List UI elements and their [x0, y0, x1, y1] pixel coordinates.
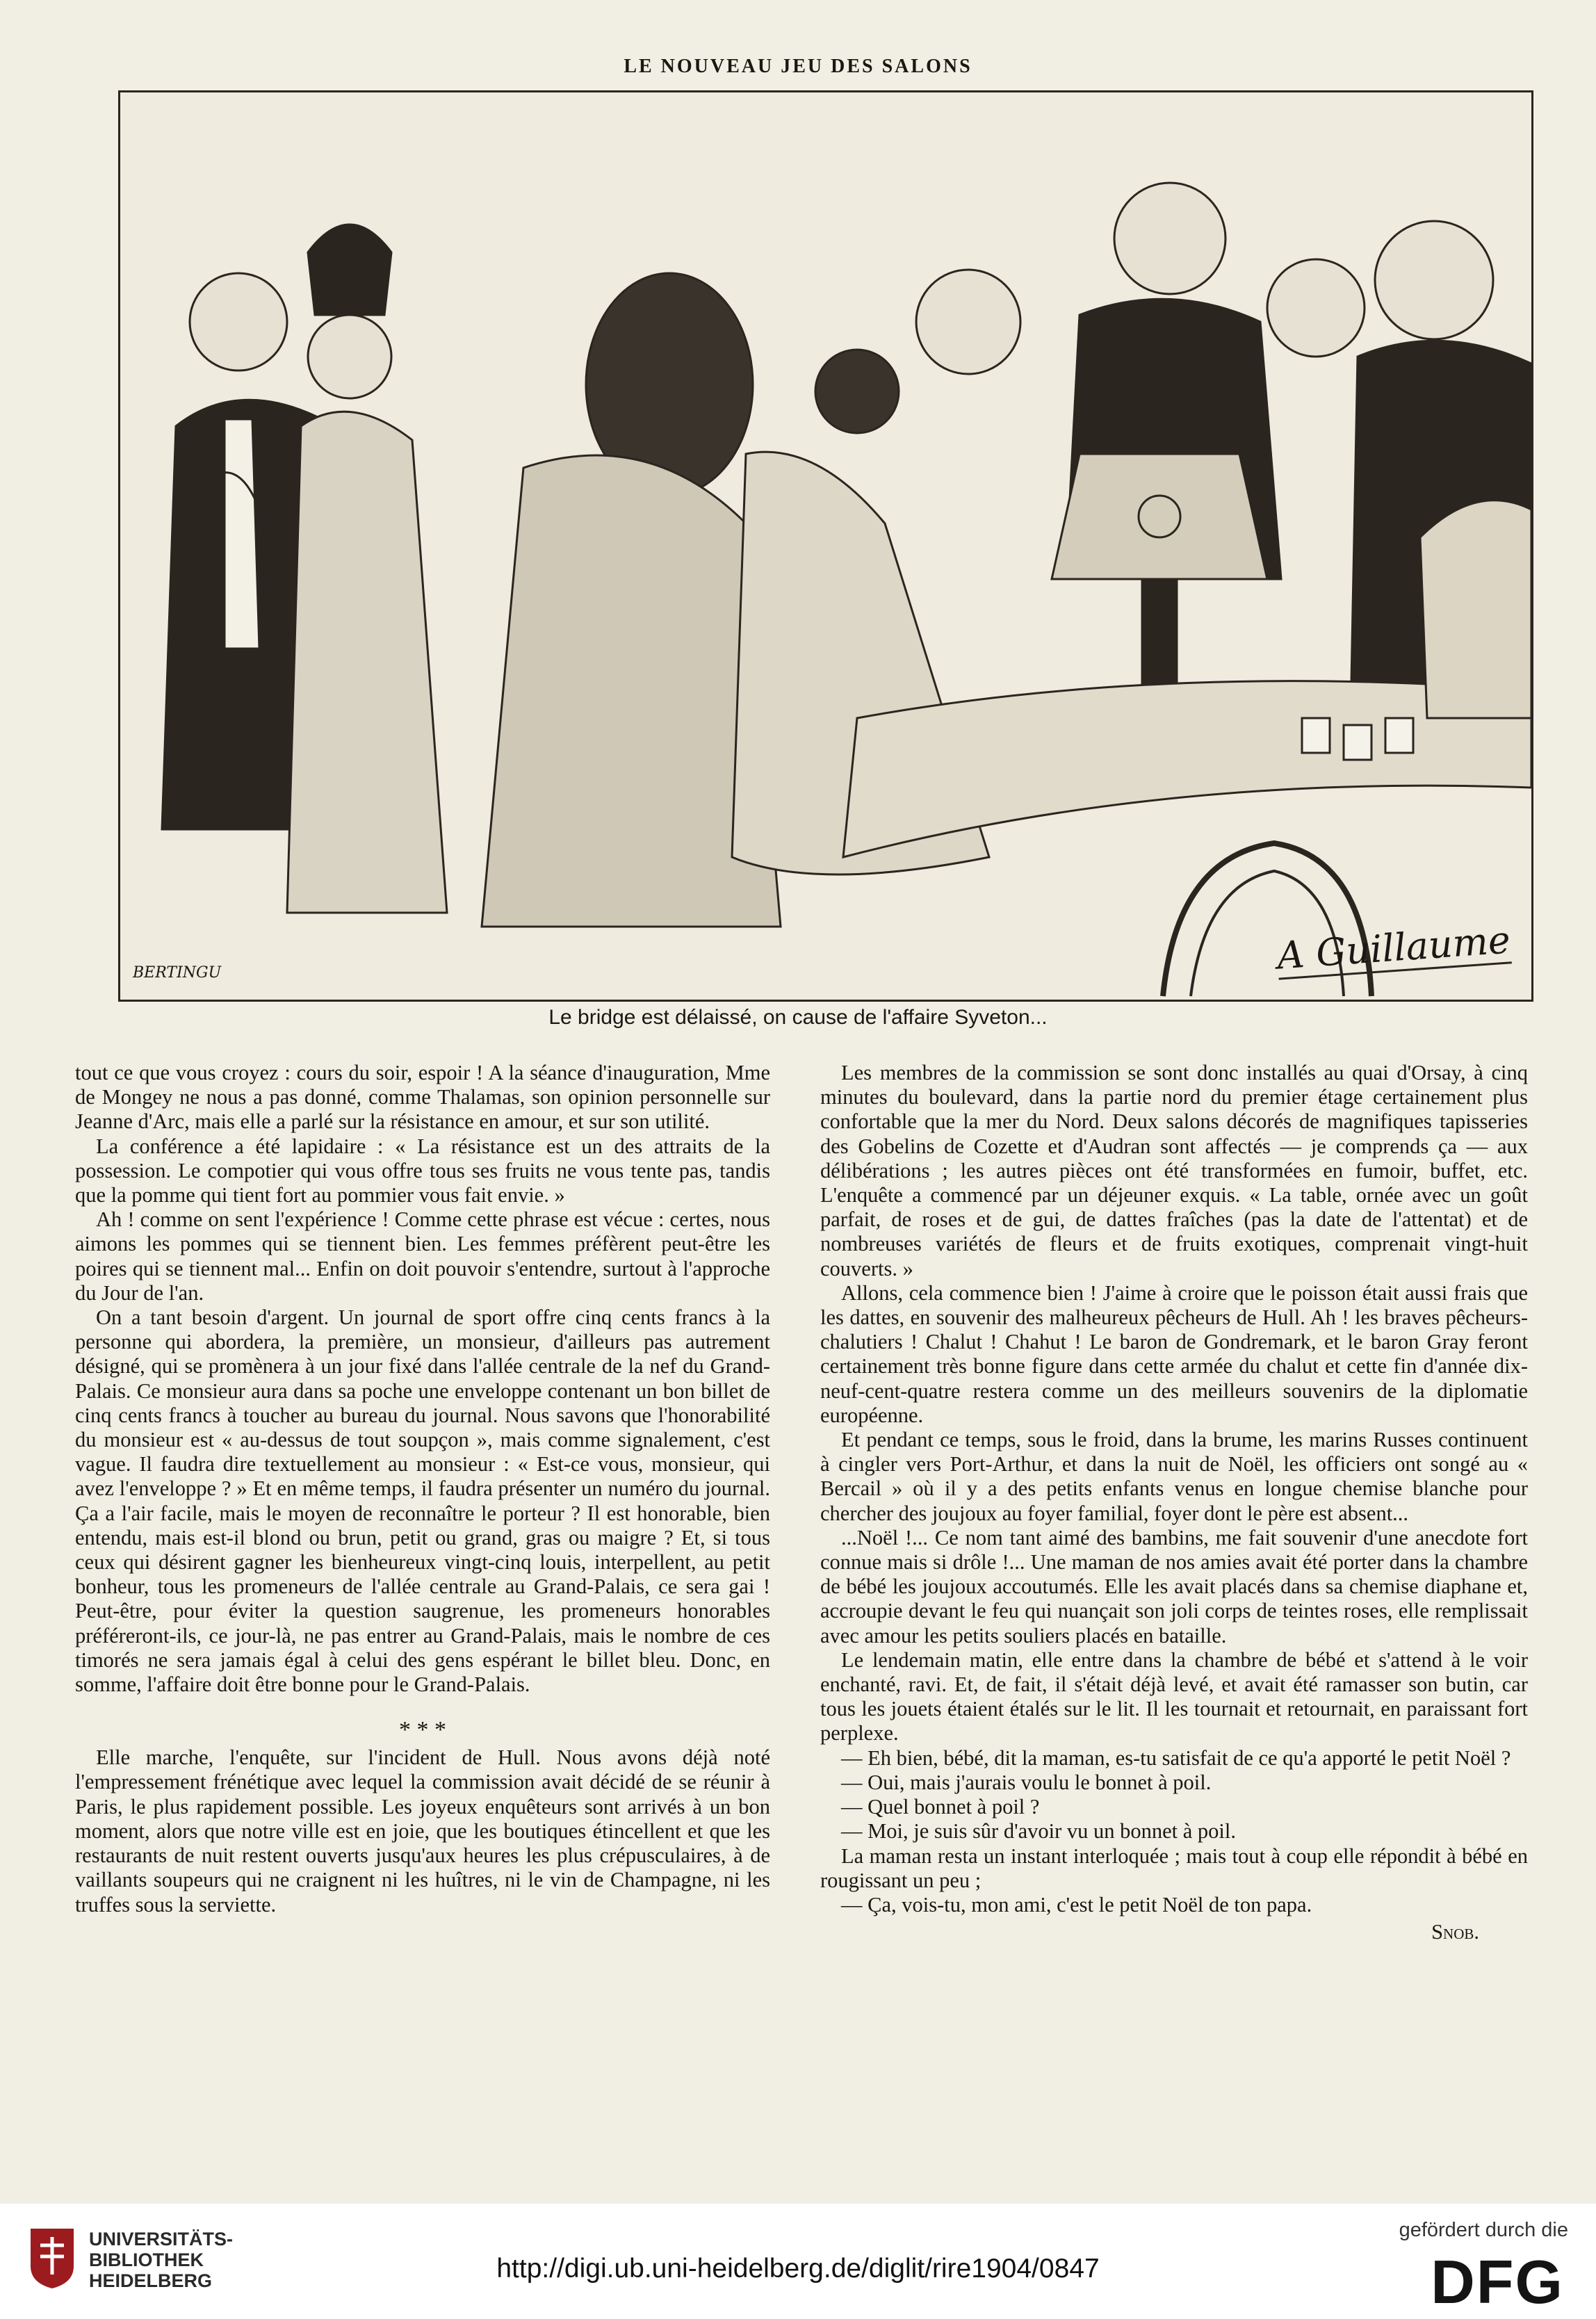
- paragraph: Les membres de la commission se sont donc installés au quai d'Orsay, à cinq minutes du boulevard, dans la partie nord du premier étage certainement plus confortable que la mer du Nord. Deux salons décorés de magnifiques tapisseries des Gobelins de Cozette et d'Audran sont affectés — je comprends ça — aux délibérations ; les autres pièces ont été transformées en fumoir, buffet, etc. L'enquête a commencé par un déjeuner exquis. « La table, ornée avec un goût parfait, de roses et de gui, de dattes fraîches (pas la date de l'attentat) et de nombreuses variétés de fleurs et de fruits exotiques, comprenait vingt-huit couverts. »: [820, 1061, 1528, 1280]
- paragraph: tout ce que vous croyez : cours du soir, espoir ! A la séance d'inauguration, Mme de Mongey ne nous a pas donné, comme Thalamas, son opinion personnelle sur Jeanne d'Arc, mais elle a parlé sur la résistance en amour, et sur son utilité.: [75, 1061, 770, 1134]
- illustration-caption: Le bridge est délaissé, on cause de l'affaire Syveton...: [548, 1006, 1048, 1029]
- cartoon-illustration: [118, 90, 1533, 1002]
- figure-bald-man: [916, 270, 1020, 374]
- paragraph: Elle marche, l'enquête, sur l'incident de Hull. Nous avons déjà noté l'empressement frénétique avec lequel la commission avait décidé de se réunir à Paris, le plus rapidement possible. Les joyeux enquêteurs sont arrivés à un bon moment, alors que notre ville est en joie, que les boutiques étincellent et que les restaurants de nuit restent ouverts jusqu'aux heures les plus crépusculaires, à de vaillants soupeurs qui ne craignent ni les huîtres, ni le vin de Champagne, ni les truffes sous la serviette.: [75, 1746, 770, 1917]
- institution-line: BIBLIOTHEK: [89, 2249, 204, 2270]
- institution-line: HEIDELBERG: [89, 2270, 213, 2291]
- article-column-left: [75, 1061, 770, 1917]
- author-signature: Snob.: [1431, 1920, 1479, 1944]
- dfg-logo: DFG: [1431, 2247, 1564, 2316]
- article-column-right: [820, 1061, 1528, 1944]
- artist-signature-right: A Guillaume: [1276, 918, 1512, 979]
- dialogue-line: — Quel bonnet à poil ?: [841, 1795, 1040, 1819]
- paragraph: ...Noël !... Ce nom tant aimé des bambins, me fait souvenir d'une anecdote fort connue mais si drôle !... Une maman de nos amies avait été porter dans la chambre de bébé les joujoux accoutumés. Elle les avait placés dans sa chemise diaphane et, accroupie devant le feu qui nuançait son joli corps de teintes roses, elle remplissait avec amour les petits souliers placés en bataille.: [820, 1525, 1528, 1647]
- paragraph: Et pendant ce temps, sous le froid, dans la brume, les marins Russes continuent à cingler vers Port-Arthur, et dans la nuit de Noël, les officiers ont songé au « Bercail » où il y a des petits enfants venus en longue chemise blanche pour chercher des joujoux au foyer familial, foyer dont le père est absent...: [820, 1428, 1528, 1525]
- paragraph: Allons, cela commence bien ! J'aime à croire que le poisson était aussi frais que les dattes, en souvenir des malheureux pêcheurs de Hull. Ah ! les braves pêcheurs-chalutiers ! Chalut ! Chahut ! Le baron de Gondremark, et le baron Gray feront certainement très bonne figure dans cette armée du chalut et cette fin d'année dix-neuf-cent-quatre restera comme un des meilleurs souvenirs de la diplomatie européenne.: [820, 1280, 1528, 1427]
- paragraph: La conférence a été lapidaire : « La résistance est un des attraits de la possession. Le compotier qui vous offre tous ses fruits ne vous tente pas, tandis que la pomme qui tient fort au pommier vous fait envie. »: [75, 1134, 770, 1207]
- institution-line: UNIVERSITÄTS-: [89, 2229, 234, 2249]
- funded-by-label: gefördert durch die: [1399, 2219, 1568, 2241]
- dialogue-line: — Oui, mais j'aurais voulu le bonnet à poil.: [841, 1770, 1212, 1794]
- dialogue-line: — Ça, vois-tu, mon ami, c'est le petit Noël de ton papa.: [841, 1892, 1312, 1917]
- artist-signature-left: BERTINGU: [133, 964, 222, 982]
- settee: [1420, 501, 1531, 718]
- salon-scene-drawing: [120, 92, 1531, 1000]
- section-asterism: * * *: [399, 1717, 446, 1743]
- dialogue-line: — Moi, je suis sûr d'avoir vu un bonnet à poil.: [841, 1819, 1237, 1844]
- running-head: LE NOUVEAU JEU DES SALONS: [624, 56, 972, 77]
- digitization-footer: [0, 2204, 1596, 2319]
- paragraph: On a tant besoin d'argent. Un journal de sport offre cinq cents francs à la personne qui abordera, la première, un monsieur, d'ailleurs pas autrement désigné, qui se promènera à un jour fixé dans l'allée centrale de la nef du Grand-Palais. Ce monsieur aura dans sa poche une enveloppe contenant un bon billet de cinq cents francs à toucher au bureau du journal. Nous savons que l'honorabilité du monsieur est « au-dessus de tout soupçon », mais comme signalement, c'est vague. Il faudra dire textuellement au monsieur : « Est-ce vous, monsieur, qui avez l'enveloppe ? » Et en même temps, il faudra présenter un numéro du journal. Ça a l'air facile, mais le moyen de reconnaître le porteur ? Il est honorable, bien entendu, mais est-il blond ou brun, petit ou grand, gras ou maigre ? Et, si tous ceux qui désirent gagner les bienheureux vingt-cinq louis, interpellent, au petit bonheur, tous les promeneurs de l'allée centrale au Grand-Palais, ce sera gai ! Peut-être, pour éviter la question saugrenue, les promeneurs honorables préféreront-ils, ce jour-là, ne pas entrer au Grand-Palais, mais le nombre de ces timorés ne sera jamais égal à celui des gens espérant le billet bleu. Donc, en somme, l'affaire doit être bonne pour le Grand-Palais.: [75, 1305, 770, 1697]
- source-url-link[interactable]: http://digi.ub.uni-heidelberg.de/diglit/rire1904/0847: [496, 2254, 1100, 2284]
- paragraph: Ah ! comme on sent l'expérience ! Comme cette phrase est vécue : certes, nous aimons les pommes qui se tiennent bien. Les femmes préfèrent peut-être les poires qui se tiennent mal... Enfin on doit pouvoir s'entendre, surtout à l'approche du Jour de l'an.: [75, 1207, 770, 1305]
- dialogue-line: — Eh bien, bébé, dit la maman, es-tu satisfait de ce qu'a apporté le petit Noël ?: [841, 1746, 1511, 1770]
- paragraph: Le lendemain matin, elle entre dans la chambre de bébé et s'attend à le voir enchanté, ravi. Et, de fait, il s'était déjà levé, et avait été ramasser son butin, car tous les jouets étaient étalés sur le lit. Il les tournait et retournait, en paraissant fort perplexe.: [820, 1647, 1528, 1746]
- paragraph: La maman resta un instant interloquée ; mais tout à coup elle répondit à bébé en rougissant un peu ;: [820, 1844, 1528, 1892]
